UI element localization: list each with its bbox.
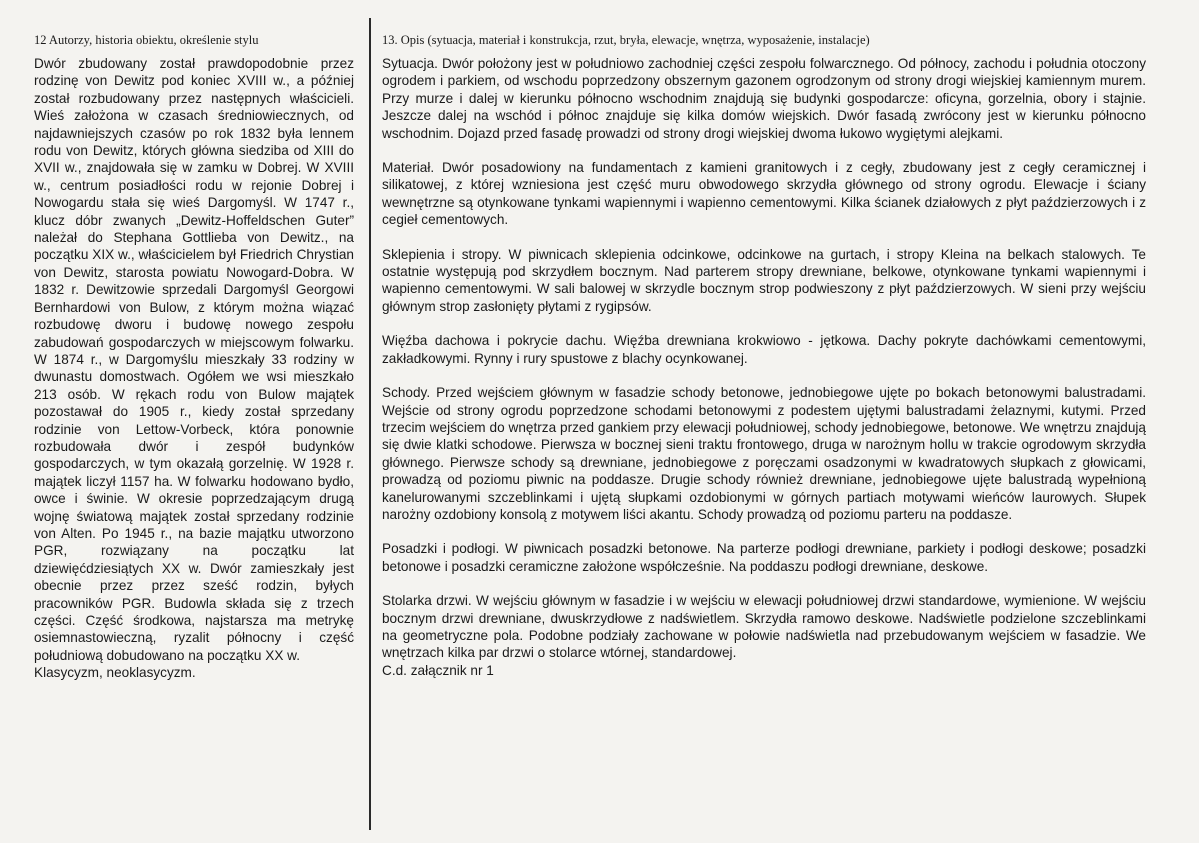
paragraph-stairs: Schody. Przed wejściem głównym w fasadzie schody betonowe, jednobiegowe ujęte po bokach betonowymi balustradami. Wejście od strony ogrodu poprzedzone schodami betonowymi z podestem ujętymi balustradami żelaznymi, kutymi. Przed trzecim wejściem do wnętrza przed gankiem przy elewacji południowej, schody jednobiegowe, betonowe. We wnętrzu znajdują się dwie klatki schodowe. Pierwsza w bocznej sieni traktu frontowego, druga w narożnym hollu w trakcie ogrodowym skrzydła głównego. Pierwsze schody są drewniane, jednobiegowe z poręczami osadzonymi w kwadratowych słupkach z głowicami, prowadzą od poziomu piwnic na poddasze. Drugie schody również drewniane, jednobiegowe ujęte balustradą wypełnioną kanelurowanymi szczeblinkami i ujętą słupkami ozdobionymi w górnych partiach motywami wieńców laurowych. Słupek narożny ozdobiony konsolą z motywem liści akantu. Schody prowadzą od poziomu parteru na poddasze. [382, 385, 1146, 522]
left-column [34, 32, 354, 682]
paragraph-vaults-ceilings: Sklepienia i stropy. W piwnicach sklepienia odcinkowe, odcinkowe na gurtach, i stropy Kleina na belkach stalowych. Te ostatnie występują pod skrzydłem bocznym. Nad parterem stropy drewniane, belkowe, otynkowane tynkami wapiennymi i wapienno cementowymi. W sali balowej w skrzydle bocznym strop podwieszony z płyt paździerzowych. W sieni przy wejściu głównym strop zasłonięty płytami z rygipsów. [382, 246, 1146, 314]
history-text: Dwór zbudowany został prawdopodobnie przez rodzinę von Dewitz pod koniec XVIII w., a później został rozbudowany przez następnych właścicieli. Wieś założona w czasach średniowiecznych, od najdawniejszych czasów po rok 1832 była lennem rodu von Dewitz, których główna siedziba od XIII do XVII w., znajdowała się w zamku w Dobrej. W XVIII w., centrum posiadłości rodu w rejonie Dobrej i Nowogardu stała się wieś Dargomyśl. W 1747 r., klucz dóbr zwanych „Dewitz-Hoffeldschen Guter” należał do Stephana Gottlieba von Dewitz., na początku XIX w., właścicielem był Friedrich Chrystian von Dewitz, starosta powiatu Nowogard-Dobra. W 1832 r. Dewitzowie sprzedali Dargomyśl Georgowi Bernhardowi von Bulow, z którym można wiązać rozbudowę dworu i budowę nowego zespołu zabudowań gospodarczych w miejscowym folwarku. W 1874 r., w Dargomyślu mieszkały 33 rodziny w dwunastu domostwach. Ogółem we wsi mieszkało 213 osób. W rękach rodu von Bulow majątek pozostawał do 1905 r., kiedy został sprzedany rodzinie von Lettow-Vorbeck, która ponownie rozbudowała dwór i zespół budynków gospodarczych, w tym okazałą gorzelnię. W 1928 r. majątek liczył 1157 ha. W folwarku hodowano bydło, owce i świnie. W okresie poprzedzającym drugą wojnę światową majątek został sprzedany rodzinie von Alten. Po 1945 r., na bazie majątku utworzono PGR, rozwiązany na początku lat dziewięćdziesiątych XX w. Dwór zamieszkały jest obecnie przez przez sześć rodzin, byłych pracowników PGR. Budowla składa się z trzech części. Część środkowa, najstarsza ma metrykę osiemnastowieczną, ryzalit północny i część południową dobudowano na początku XX w. [34, 56, 354, 663]
paragraph-material: Materiał. Dwór posadowiony na fundamentach z kamieni granitowych i z cegły, zbudowany jest z cegły ceramicznej i silikatowej, z której wzniesiona jest część muru obwodowego skrzydła głównego od strony ogrodu. Elewacje i ściany wewnętrzne są otynkowane tynkami wapiennymi i wapienno cementowymi. Kilka ścianek działowych z płyt paździerzowych i z cegieł cementowych. [382, 160, 1146, 228]
right-column [382, 32, 1146, 679]
paragraph-doors: Stolarka drzwi. W wejściu głównym w fasadzie i w wejściu w elewacji południowej drzwi standardowe, wymienione. W wejściu bocznym drzwi drewniane, dwuskrzydłowe z nadświetlem. Skrzydła ramowo deskowe. Nadświetle podzielone szczeblinkami na geometryczne pola. Podobne podziały zachowane w połowie nadświetla nad przebudowanym wejściem w fasadzie. We wnętrzach kilka par drzwi o stolarce wtórnej, standardowej. [382, 593, 1146, 661]
column-divider [369, 18, 371, 830]
paragraph-floors: Posadzki i podłogi. W piwnicach posadzki betonowe. Na parterze podłogi drewniane, parkiety i podłogi deskowe; posadzki betonowe i posadzki ceramiczne założone współcześnie. Na poddaszu podłogi drewniane, deskowe. [382, 541, 1146, 574]
paragraph-roof: Więźba dachowa i pokrycie dachu. Więźba drewniana krokwiowo - jętkowa. Dachy pokryte dachówkami cementowymi, zakładkowymi. Rynny i rury spustowe z blachy ocynkowanej. [382, 333, 1146, 366]
paragraph-situation: Sytuacja. Dwór położony jest w południowo zachodniej części zespołu folwarcznego. Od północy, zachodu i południa otoczony ogrodem i parkiem, od wschodu poprzedzony obszernym gazonem ogrodzonym od strony drogi wiejskiej kamiennym murem. Przy murze i dalej w kierunku północno wschodnim znajdują się budynki gospodarcze: oficyna, gorzelnia, obory i stajnie. Jeszcze dalej na wschód i północ znajduje się kilka domów wiejskich. Dwór fasadą zwrócony jest w kierunku północno wschodnim. Dojazd przed fasadę prowadzi od strony drogi wiejskiej dwoma łukowo wygiętymi alejkami. [382, 56, 1146, 141]
section-12-heading: 12 Autorzy, historia obiektu, określenie stylu [34, 33, 259, 47]
style-text: Klasycyzm, neoklasycyzm. [34, 665, 196, 681]
section-13-heading: 13. Opis (sytuacja, materiał i konstrukcja, rzut, bryła, elewacje, wnętrza, wyposażenie, instalacje) [382, 33, 870, 47]
continuation-note: C.d. załącznik nr 1 [382, 662, 494, 678]
